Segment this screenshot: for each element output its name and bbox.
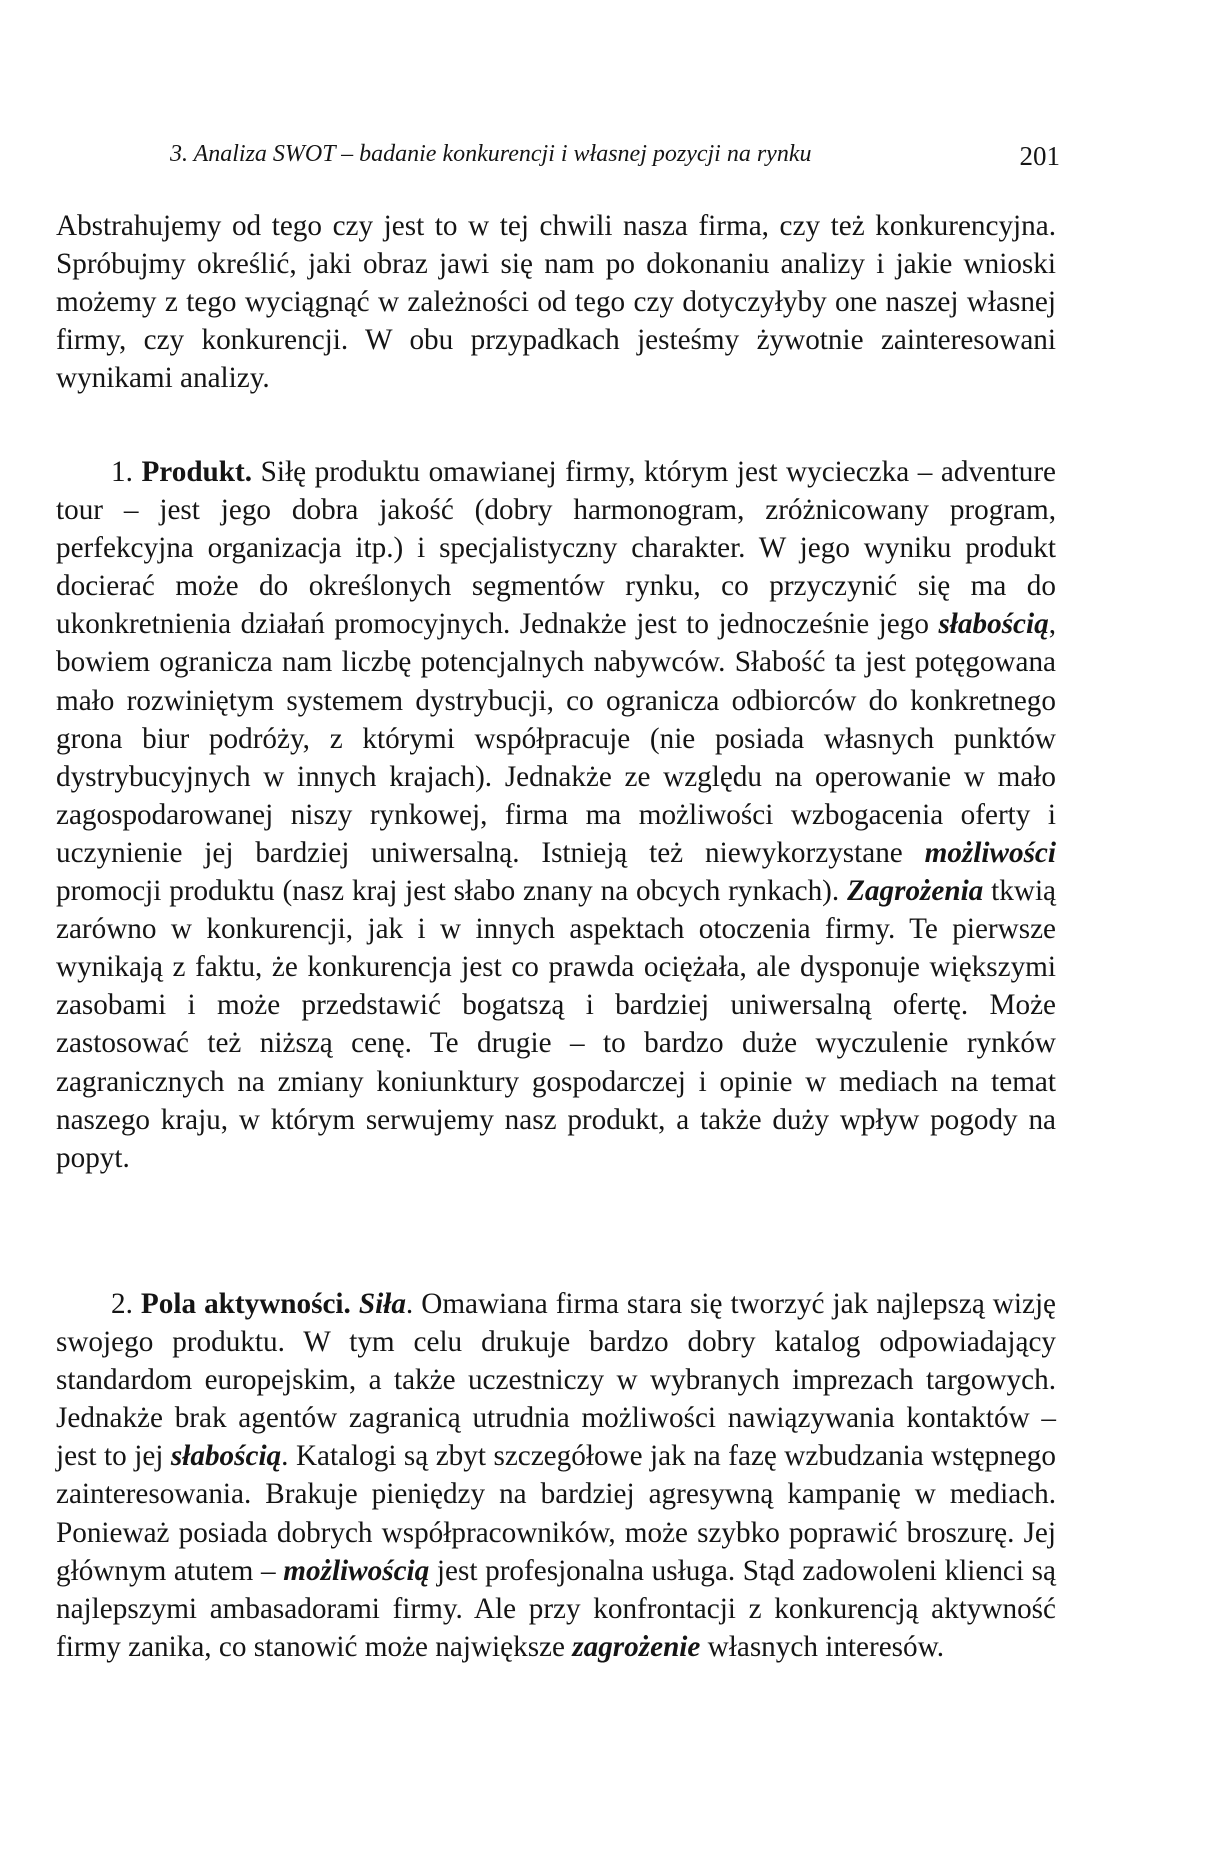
- keyword-opportunity: możliwością: [283, 1554, 430, 1587]
- keyword-threat: zagrożenie: [572, 1630, 701, 1663]
- keyword-weakness: słabością: [170, 1440, 282, 1473]
- activity-heading: Pola aktywności.: [140, 1288, 351, 1320]
- product-paragraph: [56, 453, 1056, 1177]
- product-heading: Produkt.: [141, 456, 253, 488]
- keyword-weakness: słabością: [938, 608, 1049, 641]
- running-header: [170, 141, 1060, 181]
- activity-number: 2.: [111, 1288, 133, 1320]
- product-text-2: , bowiem ogranicza nam liczbę potencjalnych nabywców. Słabość ta jest potęgowana mało rozwiniętym systemem dystrybucji, co ogranicza odbiorców do konkretnego grona biur podróży, z którymi współpracuje (nie posiada własnych punktów dystrybucyjnych w innych krajach). Jednakże ze względu na operowanie w mało zagospodarowanej niszy rynkowej, firma ma możliwości wzbogacenia oferty i uczynienie jej bardziej uniwersalną. Istnieją też niewykorzystane: [56, 608, 1057, 869]
- keyword-opportunities: możliwości: [924, 836, 1056, 869]
- page-number: 201: [1019, 141, 1060, 171]
- activity-paragraph: [56, 1285, 1056, 1666]
- product-text-3: promocji produktu (nasz kraj jest słabo znany na obcych rynkach).: [56, 875, 840, 908]
- product-text-1: Siłę produktu omawianej firmy, którym jest wycieczka – adventure tour – jest jego dobra jakość (dobry harmonogram, zróżnicowany program, perfekcyjna organizacja itp.) i specjalistyczny charakter. W jego wyniku produkt docierać może do określonych segmentów rynku, co przyczynić się ma do ukonkretnienia działań promocyjnych. Jednakże jest to jednocześnie jego: [56, 456, 1056, 641]
- intro-paragraph: Abstrahujemy od tego czy jest to w tej chwili nasza firma, czy też konkurencyjna. Spróbujmy określić, jaki obraz jawi się nam po dokonaniu analizy i jakie wnioski możemy z tego wyciągnąć w zależności od tego czy dotyczyłyby one naszej własnej firmy, czy konkurencji. W obu przypadkach jesteśmy żywotnie zainteresowani wynikami analizy.: [56, 210, 1056, 395]
- activity-text-4: własnych interesów.: [707, 1630, 945, 1663]
- activity-text-1: . Omawiana firma stara się tworzyć jak najlepszą wizję swojego produktu. W tym celu drukuje bardzo dobry katalog odpowiadający standardom europejskim, a także uczestniczy w wybranych imprezach targowych. Jednakże brak agentów zagranicą utrudnia możliwości nawiązywania kontaktów – jest to jej: [56, 1288, 1057, 1473]
- activity-text-3: jest profesjonalna usługa. Stąd zadowoleni klienci są najlepszymi ambasadorami firmy. Ale przy konfrontacji z konkurencją aktywność firmy zanika, co stanowić może największe: [56, 1554, 1056, 1663]
- running-title: 3. Analiza SWOT – badanie konkurencji i własnej pozycji na rynku: [170, 141, 812, 167]
- activity-text-2: . Katalogi są zbyt szczegółowe jak na fazę wzbudzania wstępnego zainteresowania. Brakuje pieniędzy na bardziej agresywną kampanię w mediach. Ponieważ posiada dobrych współpracowników, może szybko poprawić broszurę. Jej głównym atutem –: [56, 1440, 1056, 1587]
- product-text-4: tkwią zarówno w konkurencji, jak i w innych aspektach otoczenia firmy. Te pierwsze wynikają z faktu, że konkurencja jest co prawda ociężała, ale dysponuje większymi zasobami i może przedstawić bogatszą i bardziej uniwersalną ofertę. Może zastosować też niższą cenę. Te drugie – to bardzo duże wyczulenie rynków zagranicznych na zmiany koniunktury gospodarczej i opinie w mediach na temat naszego kraju, w którym serwujemy nasz produkt, a także duży wpływ pogody na popyt.: [56, 875, 1057, 1174]
- product-number: 1.: [111, 456, 133, 488]
- keyword-strength: Siła: [358, 1288, 406, 1320]
- keyword-threats: Zagrożenia: [847, 875, 984, 908]
